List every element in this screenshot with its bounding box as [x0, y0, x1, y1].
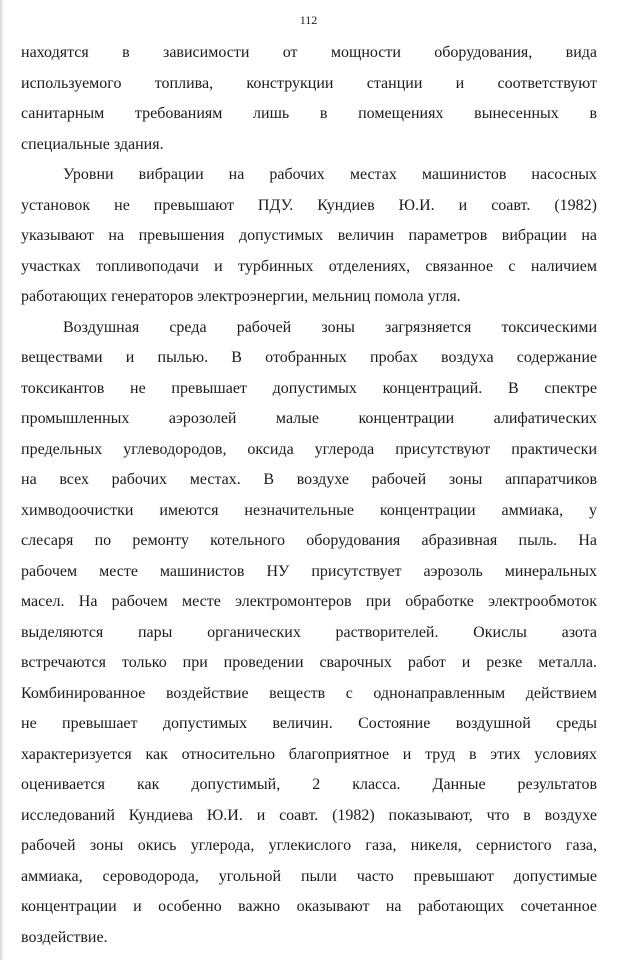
text-line: оценивается как допустимый, 2 класса. Данные результатов	[21, 776, 597, 793]
text-line: работающих генераторов электроэнергии, мельниц помола угля.	[21, 288, 461, 305]
text-line: Уровни вибрации на рабочих местах машинистов насосных	[63, 166, 597, 183]
text-line: рабочей зоны окись углерода, углекислого газа, никеля, сернистого газа,	[21, 837, 597, 854]
text-line: исследований Кундиева Ю.И. и соавт. (1982) показывают, что в воздухе	[21, 806, 597, 824]
text-line: встречаются только при проведении сварочных работ и резке металла.	[21, 654, 597, 671]
text-line: характеризуется как относительно благоприятное и труд в этих условиях	[21, 745, 597, 763]
text-line: Комбинированное воздействие веществ с однонаправленным действием	[21, 684, 597, 702]
text-line: веществами и пылью. В отобранных пробах воздуха содержание	[21, 349, 597, 366]
page-number: 112	[299, 13, 318, 27]
page-edge-shadow	[0, 0, 4, 960]
text-line: промышленных аэрозолей малые концентрации алифатических	[21, 410, 597, 427]
text-line: не превышает допустимых величин. Состояние воздушной среды	[21, 715, 597, 732]
text-line: установок не превышают ПДУ. Кундиев Ю.И. и соавт. (1982)	[21, 196, 597, 214]
text-line: предельных углеводородов, оксида углерода присутствуют практически	[21, 440, 597, 458]
text-line: слесаря по ремонту котельного оборудования абразивная пыль. На	[21, 532, 597, 549]
text-line: аммиака, сероводорода, угольной пыли часто превышают допустимые	[21, 867, 597, 885]
text-line: используемого топлива, конструкции станции и соответствуют	[21, 74, 597, 92]
text-line: токсикантов не превышает допустимых концентраций. В спектре	[21, 379, 597, 397]
text-line: рабочем месте машинистов НУ присутствует аэрозоль минеральных	[21, 562, 597, 580]
text-line: указывают на превышения допустимых величин параметров вибрации на	[21, 227, 597, 244]
text-line: масел. На рабочем месте электромонтеров при обработке электрообмоток	[21, 593, 597, 610]
text-line: на всех рабочих местах. В воздухе рабочей зоны аппаратчиков	[21, 471, 597, 488]
text-line: Воздушная среда рабочей зоны загрязняется токсическими	[63, 318, 597, 336]
text-line: санитарным требованиям лишь в помещениях вынесенных в	[21, 105, 597, 122]
text-line: специальные здания.	[21, 135, 164, 153]
text-line: участках топливоподачи и турбинных отделениях, связанное с наличием	[21, 257, 597, 275]
text-line: находятся в зависимости от мощности оборудования, вида	[21, 44, 597, 61]
text-line: воздействие.	[21, 928, 108, 946]
body-text	[21, 38, 597, 953]
text-line: выделяются пары органических растворителей. Окислы азота	[21, 623, 597, 641]
text-line: химводоочистки имеются незначительные концентрации аммиака, у	[21, 501, 597, 519]
text-line: концентрации и особенно важно оказывают на работающих сочетанное	[21, 898, 597, 915]
